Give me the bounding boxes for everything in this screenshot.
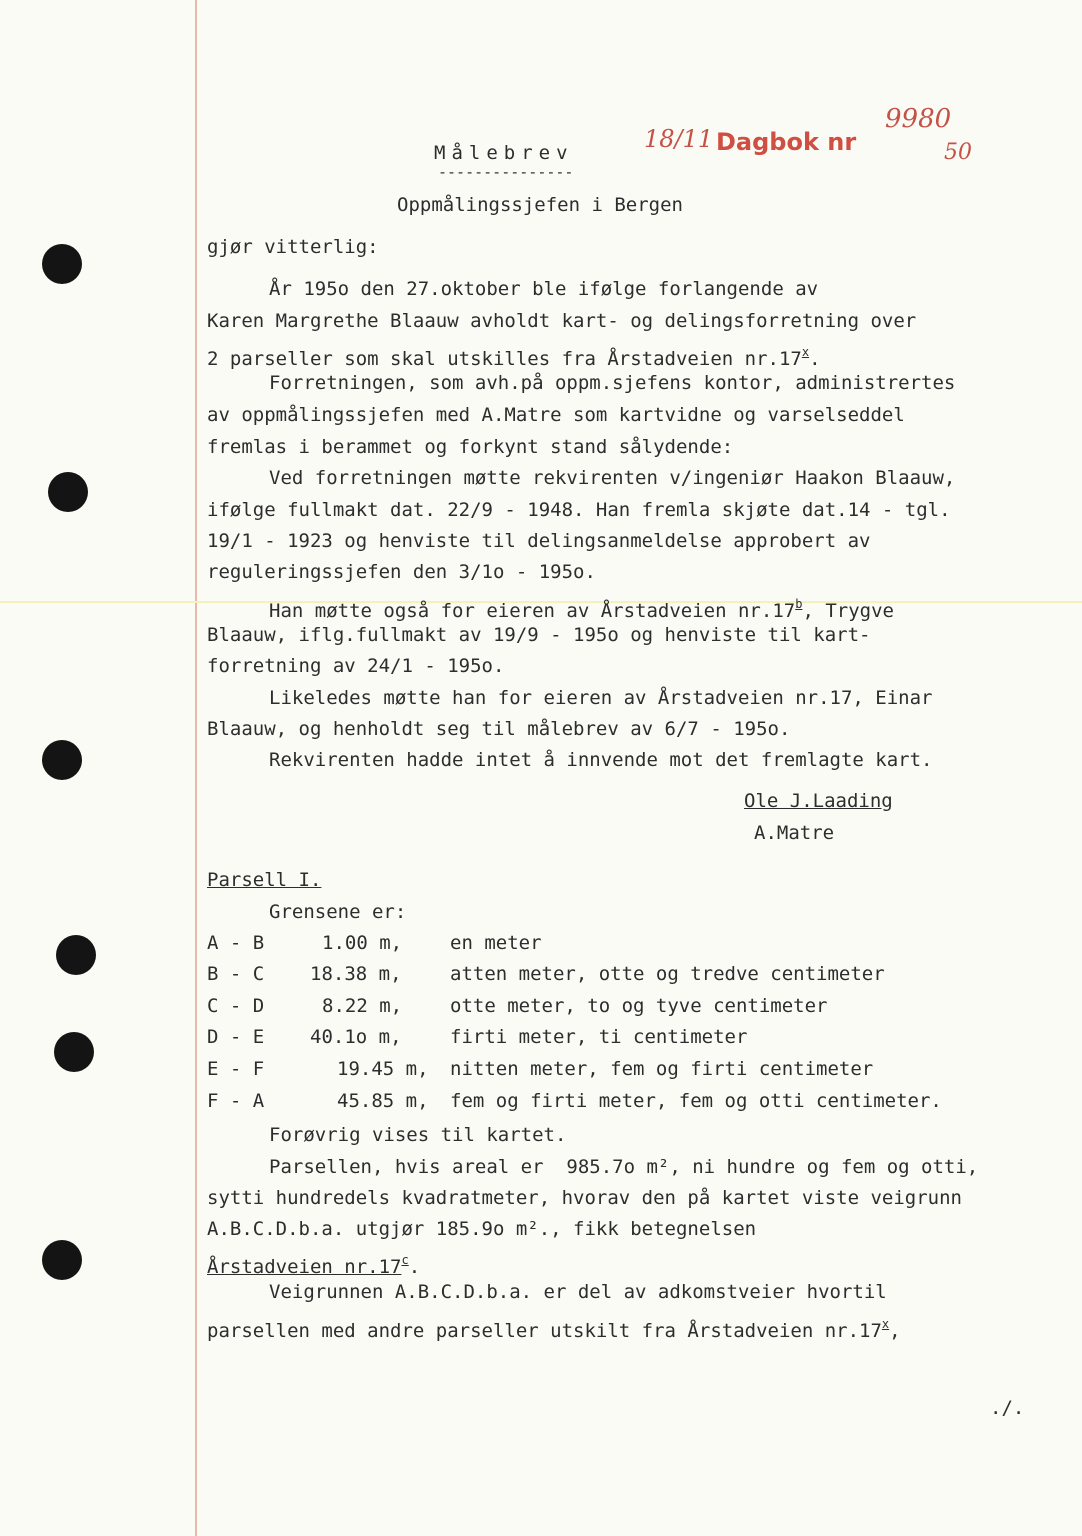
boundary-text: fem og firti meter, fem og otti centimeter. [450, 1090, 942, 1112]
dagbok-stamp: Dagbok nr [716, 128, 857, 156]
stamp-number: 9980 [885, 104, 952, 134]
continued-mark: ./. [990, 1397, 1025, 1419]
margin-rule [195, 0, 197, 1536]
text-line: 2 parseller som skal utskilles fra Årstadveien nr.17$^x$. [207, 345, 821, 370]
text-line: Parsellen, hvis areal er 985.7o m², ni hundre og fem og otti, [269, 1156, 979, 1178]
boundary-text: atten meter, otte og tredve centimeter [450, 963, 885, 985]
parcel-designation: Årstadveien nr.17$^c$. [207, 1253, 421, 1278]
punch-hole [54, 1032, 94, 1072]
boundaries-label: Grensene er: [269, 901, 407, 923]
text-line: Han møtte også for eieren av Årstadveien nr.17$^b$, Trygve [269, 597, 894, 622]
boundary-text: firti meter, ti centimeter [450, 1026, 748, 1048]
punch-hole [48, 472, 88, 512]
boundary-length: 1.00 m, [322, 932, 403, 954]
boundary-text: nitten meter, fem og firti centimeter [450, 1058, 874, 1080]
boundary-length: 45.85 m, [337, 1090, 429, 1112]
text-line: forretning av 24/1 - 195o. [207, 655, 505, 677]
text-line: År 195o den 27.oktober ble ifølge forlangende av [269, 278, 819, 300]
boundary-length: 18.38 m, [310, 963, 402, 985]
text-line: av oppmålingssjefen med A.Matre som kartvidne og varselseddel [207, 404, 905, 426]
title-underline: --------------- [438, 163, 574, 181]
signature-2: A.Matre [754, 822, 835, 844]
signature-1: Ole J.Laading [744, 790, 893, 812]
text-line: Likeledes møtte han for eieren av Årstadveien nr.17, Einar [269, 687, 933, 709]
boundary-text: otte meter, to og tyve centimeter [450, 995, 828, 1017]
text-line: 19/1 - 1923 og henviste til delingsanmeldelse approbert av [207, 530, 871, 552]
text-line: Forøvrig vises til kartet. [269, 1124, 567, 1146]
text-line: A.B.C.D.b.a. utgjør 185.9o m²., fikk betegnelsen [207, 1218, 757, 1240]
boundary-text: en meter [450, 932, 542, 954]
boundary-seg: B - C [207, 963, 265, 985]
text-line: sytti hundredels kvadratmeter, hvorav den på kartet viste veigrunn [207, 1187, 962, 1209]
text-line: Ved forretningen møtte rekvirenten v/ingeniør Haakon Blaauw, [269, 467, 956, 489]
boundary-seg: C - D [207, 995, 265, 1017]
boundary-seg: A - B [207, 932, 265, 954]
boundary-length: 8.22 m, [322, 995, 403, 1017]
boundary-length: 40.1o m, [310, 1026, 402, 1048]
text-line: reguleringssjefen den 3/1o - 195o. [207, 561, 596, 583]
text-line: Blaauw, iflg.fullmakt av 19/9 - 195o og henviste til kart- [207, 624, 871, 646]
stamp-year: 50 [944, 140, 972, 165]
document-title: Målebrev [434, 142, 574, 164]
text-line: fremlas i berammet og forkynt stand sålydende: [207, 436, 734, 458]
text-line: Veigrunnen A.B.C.D.b.a. er del av adkomstveier hvortil [269, 1281, 887, 1303]
text-line: parsellen med andre parseller utskilt fra Årstadveien nr.17$^x$, [207, 1317, 901, 1342]
boundary-seg: F - A [207, 1090, 265, 1112]
intro: gjør vitterlig: [207, 236, 379, 258]
text-line: ifølge fullmakt dat. 22/9 - 1948. Han fremla skjøte dat.14 - tgl. [207, 499, 951, 521]
boundary-length: 19.45 m, [337, 1058, 429, 1080]
text-line: Karen Margrethe Blaauw avholdt kart- og delingsforretning over [207, 310, 917, 332]
text-line: Forretningen, som avh.på oppm.sjefens kontor, administrertes [269, 372, 956, 394]
boundary-seg: E - F [207, 1058, 265, 1080]
issuer: Oppmålingssjefen i Bergen [397, 194, 683, 216]
punch-hole [56, 935, 96, 975]
handwritten-date: 18/11 [644, 125, 714, 153]
text-line: Blaauw, og henholdt seg til målebrev av 6/7 - 195o. [207, 718, 791, 740]
punch-hole [42, 1240, 82, 1280]
boundary-seg: D - E [207, 1026, 265, 1048]
punch-hole [42, 244, 82, 284]
parcel-title: Parsell I. [207, 869, 322, 891]
text-line: Rekvirenten hadde intet å innvende mot det fremlagte kart. [269, 749, 933, 771]
punch-hole [42, 740, 82, 780]
